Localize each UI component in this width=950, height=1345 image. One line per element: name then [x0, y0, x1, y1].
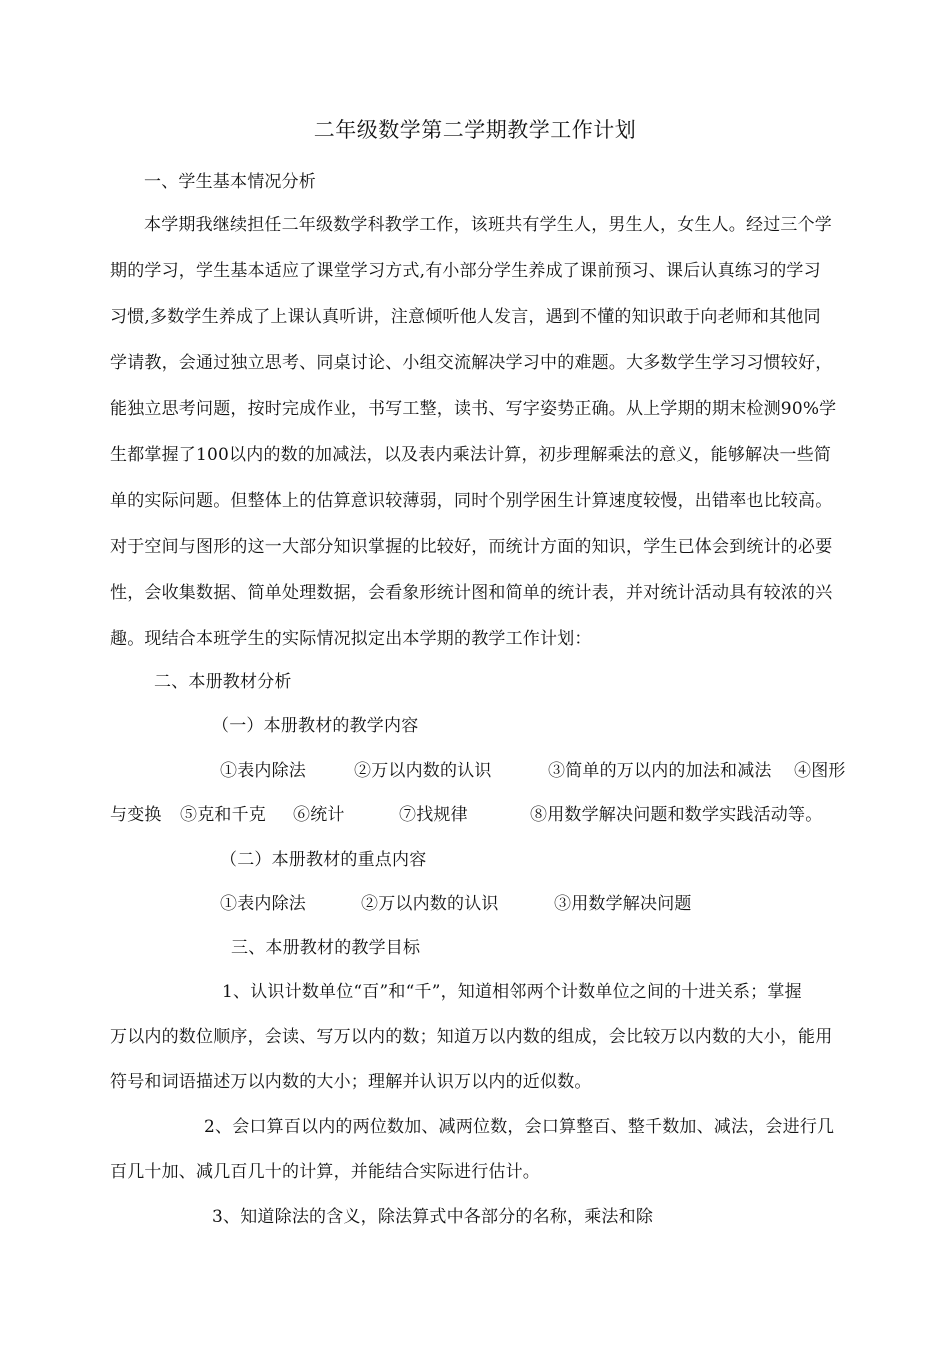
content-item-2: ②万以内数的认识	[354, 761, 492, 781]
goal2-line-1: 2、会口算百以内的两位数加、减两位数，会口算整百、整千数加、减法，会进行几	[204, 1117, 835, 1137]
section1-heading: 一、学生基本情况分析	[144, 172, 316, 192]
section1-line-3: 习惯,多数学生养成了上课认真听讲，注意倾听他人发言，遇到不懂的知识敢于向老师和其他同	[110, 307, 821, 327]
document-title: 二年级数学第二学期教学工作计划	[313, 118, 637, 142]
section2-heading: 二、本册教材分析	[154, 672, 292, 692]
section2-sub2-heading: （二）本册教材的重点内容	[220, 850, 427, 870]
content-item-4-cont: 与变换	[110, 805, 162, 825]
goal1-line-2: 万以内的数位顺序，会读、写万以内的数；知道万以内数的组成，会比较万以内数的大小，能用	[110, 1027, 833, 1047]
section1-line-6: 生都掌握了100以内的数的加减法，以及表内乘法计算，初步理解乘法的意义，能够解决一些简	[110, 445, 832, 465]
content-item-3: ③简单的万以内的加法和减法	[548, 761, 772, 781]
goal1-line-3: 符号和词语描述万以内数的大小；理解并认识万以内的近似数。	[110, 1072, 592, 1092]
section2-sub1-heading: （一）本册教材的教学内容	[212, 716, 419, 736]
section1-line-2: 期的学习，学生基本适应了课堂学习方式,有小部分学生养成了课前预习、课后认真练习的学习	[110, 261, 821, 281]
content-item-5: ⑤克和千克	[180, 805, 266, 825]
key-item-2: ②万以内数的认识	[361, 894, 499, 914]
key-item-1: ①表内除法	[220, 894, 306, 914]
goal3-line-1: 3、知道除法的含义，除法算式中各部分的名称，乘法和除	[212, 1207, 654, 1227]
section1-line-8: 对于空间与图形的这一大部分知识掌握的比较好，而统计方面的知识，学生已体会到统计的必要	[110, 537, 833, 557]
section3-heading: 三、本册教材的教学目标	[231, 938, 421, 958]
goal2-line-2: 百几十加、减几百几十的计算，并能结合实际进行估计。	[110, 1162, 540, 1182]
content-item-1: ①表内除法	[220, 761, 306, 781]
content-item-6: ⑥统计	[293, 805, 345, 825]
section1-line-9: 性，会收集数据、简单处理数据，会看象形统计图和简单的统计表，并对统计活动具有较浓的兴	[110, 583, 833, 603]
goal1-line-1: 1、认识计数单位“百”和“千”，知道相邻两个计数单位之间的十进关系；掌握	[222, 982, 802, 1002]
section1-line-1: 本学期我继续担任二年级数学科教学工作，该班共有学生人，男生人，女生人。经过三个学	[144, 215, 832, 235]
content-item-8: ⑧用数学解决问题和数学实践活动等。	[530, 805, 823, 825]
section1-line-10: 趣。现结合本班学生的实际情况拟定出本学期的教学工作计划：	[110, 629, 592, 649]
key-item-3: ③用数学解决问题	[554, 894, 692, 914]
section1-line-7: 单的实际问题。但整体上的估算意识较薄弱，同时个别学困生计算速度较慢，出错率也比较高。	[110, 491, 833, 511]
content-item-4: ④图形	[794, 761, 846, 781]
content-item-7: ⑦找规律	[399, 805, 468, 825]
section1-line-5: 能独立思考问题，按时完成作业，书写工整，读书、写字姿势正确。从上学期的期末检测90%学	[110, 399, 837, 419]
section1-line-4: 学请教，会通过独立思考、同桌讨论、小组交流解决学习中的难题。大多数学生学习习惯较好，	[110, 353, 833, 373]
